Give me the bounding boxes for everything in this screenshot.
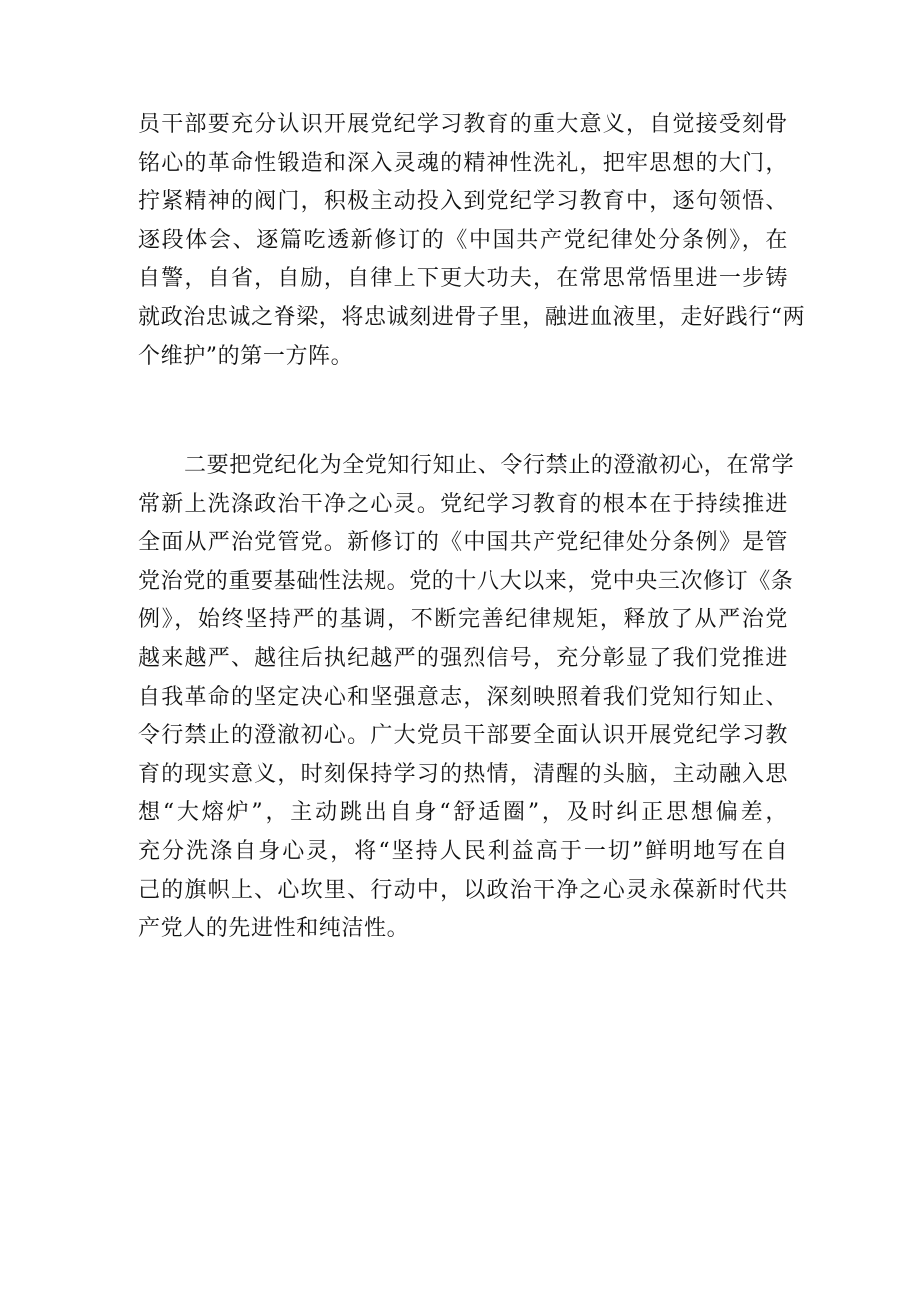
paragraph-2-line-10: 想“大熔炉”，主动跳出自身“舒适圈”，及时纠正思想偏差，: [138, 800, 788, 826]
paragraph-2-line-8: 令行禁止的澄澈初心。广大党员干部要全面认识开展党纪学习教: [138, 723, 788, 749]
paragraph-1-line-5: 自警，自省，自励，自律上下更大功夫，在常思常悟里进一步铸: [138, 266, 788, 292]
paragraph-2-line-9: 育的现实意义，时刻保持学习的热情，清醒的头脑，主动融入思: [138, 761, 788, 787]
paragraph-2-line-11: 充分洗涤自身心灵，将“坚持人民利益高于一切”鲜明地写在自: [138, 838, 788, 864]
paragraph-1-line-1: 员干部要充分认识开展党纪学习教育的重大意义，自觉接受刻骨: [138, 112, 788, 137]
paragraph-2-line-13: 产党人的先进性和纯洁性。: [138, 916, 410, 942]
paragraph-1-line-6: 就政治忠诚之脊梁，将忠诚刻进骨子里，融进血液里，走好践行“两: [138, 304, 806, 330]
paragraph-2-line-7: 自我革命的坚定决心和坚强意志，深刻映照着我们党知行知止、: [138, 684, 788, 710]
paragraph-1-line-3: 拧紧精神的阀门，积极主动投入到党纪学习教育中，逐句领悟、: [138, 189, 788, 215]
paragraph-2-line-12: 己的旗帜上、心坎里、行动中，以政治干净之心灵永葆新时代共: [138, 877, 788, 903]
paragraph-1-line-2: 铭心的革命性锻造和深入灵魂的精神性洗礼，把牢思想的大门，: [138, 150, 788, 176]
paragraph-2-line-3: 全面从严治党管党。新修订的《中国共产党纪律处分条例》是管: [138, 530, 788, 556]
paragraph-2-line-4: 党治党的重要基础性法规。党的十八大以来，党中央三次修订《条: [138, 568, 794, 594]
paragraph-2: [138, 447, 795, 949]
paragraph-2-line-5: 例》，始终坚持严的基调，不断完善纪律规矩，释放了从严治党: [138, 607, 788, 633]
paragraph-1-line-7: 个维护”的第一方阵。: [138, 343, 354, 369]
paragraph-2-line-6: 越来越严、越往后执纪越严的强烈信号，充分彰显了我们党推进: [138, 645, 788, 671]
paragraph-2-line-1: 二要把党纪化为全党知行知止、令行禁止的澄澈初心，在常学: [184, 453, 795, 478]
paragraph-1: [138, 106, 806, 376]
paragraph-1-line-4: 逐段体会、逐篇吃透新修订的《中国共产党纪律处分条例》，在: [138, 227, 788, 253]
paragraph-2-line-2: 常新上洗涤政治干净之心灵。党纪学习教育的根本在于持续推进: [138, 491, 788, 517]
